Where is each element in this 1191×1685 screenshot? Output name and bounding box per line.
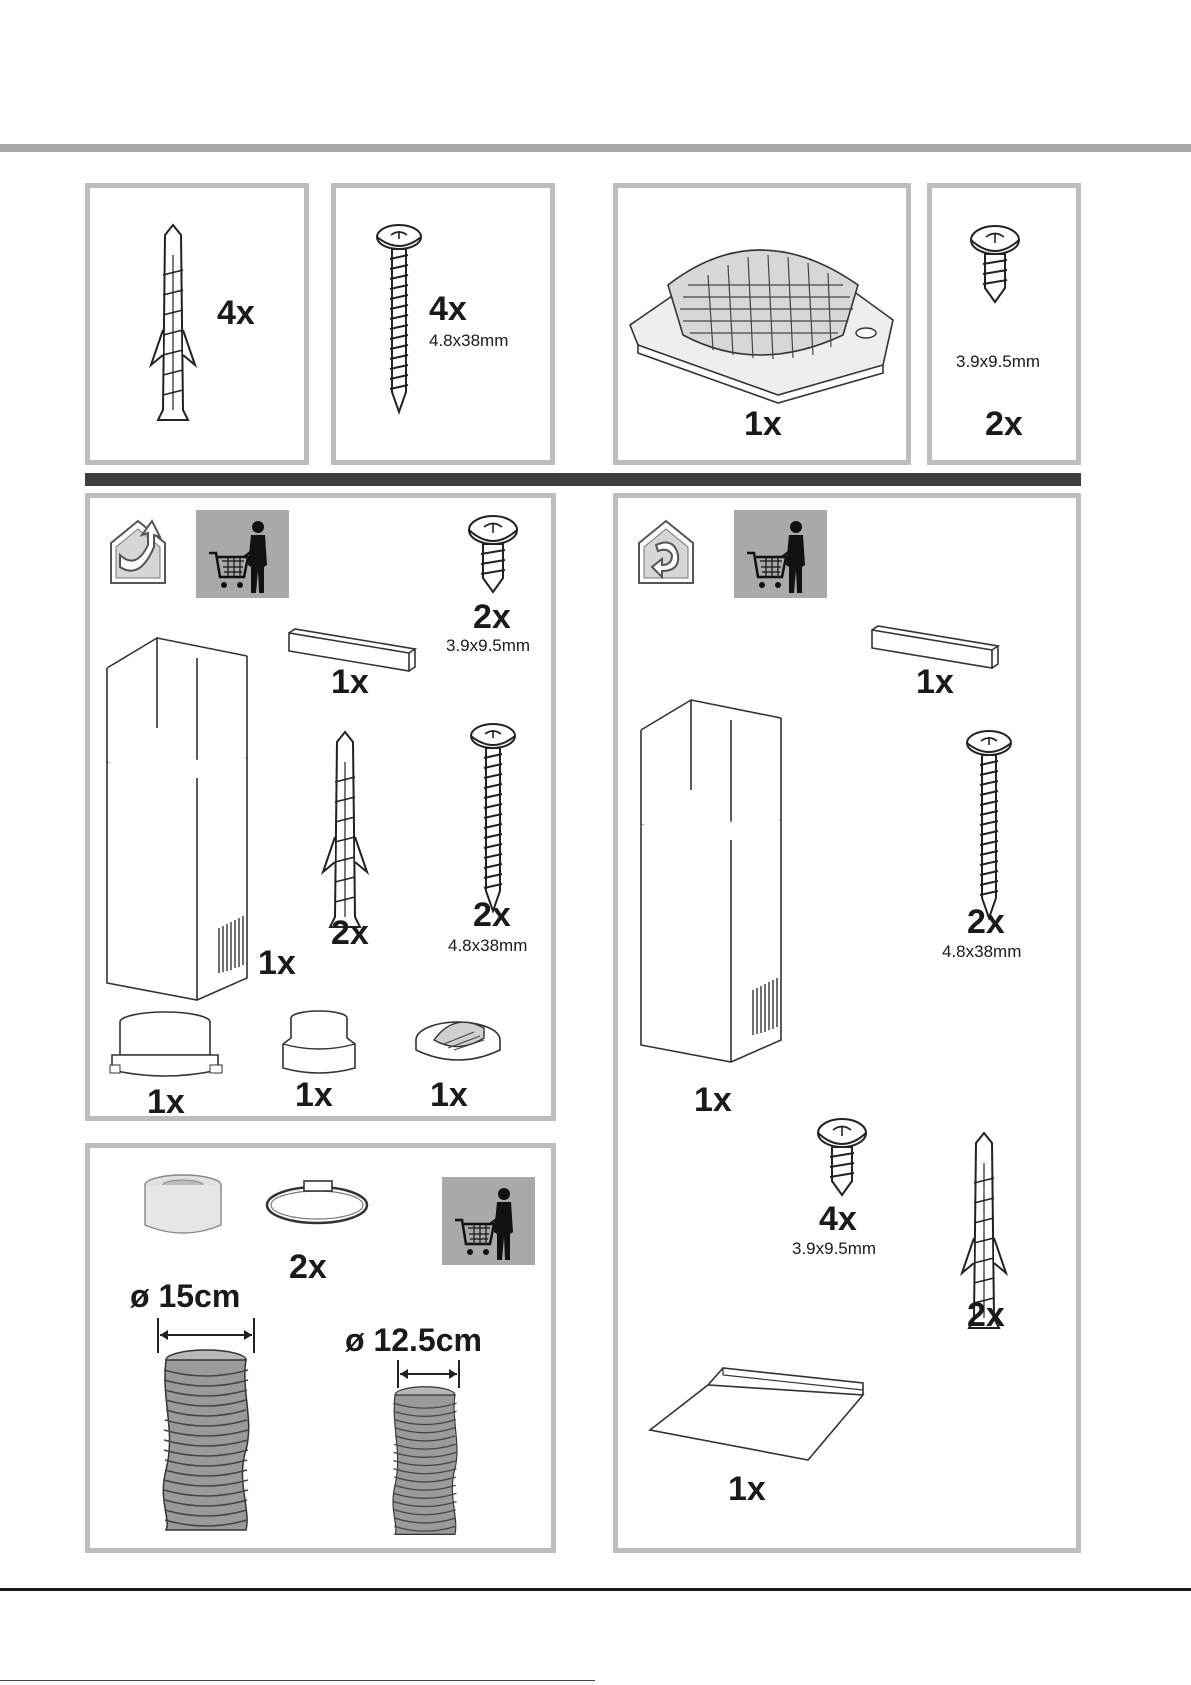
purchase-separately-badge — [442, 1177, 535, 1265]
ducting-long-screw-qty: 2x — [473, 896, 511, 934]
ducting-collar-qty: 1x — [147, 1083, 185, 1121]
recirc-short-screw-qty: 4x — [819, 1200, 857, 1238]
ducting-long-screw-spec: 4.8x38mm — [448, 936, 528, 955]
ducting-short-screw-qty: 2x — [473, 598, 511, 636]
ducting-reducer-qty: 1x — [295, 1076, 333, 1114]
long-screw-qty: 4x — [429, 290, 467, 328]
wall-plug-icon — [345, 742, 385, 942]
wall-plug-qty: 4x — [217, 294, 255, 332]
chimney-icon — [641, 700, 791, 1070]
grease-filter-icon — [628, 225, 908, 395]
deflector-plate-icon — [648, 1365, 868, 1465]
wall-plug-icon — [173, 235, 213, 435]
chimney-icon — [107, 638, 257, 1008]
flexible-hose-large-icon — [206, 1360, 306, 1540]
filter-qty: 1x — [744, 405, 782, 443]
footer-rule-thin — [0, 1680, 595, 1681]
clamp-qty: 2x — [289, 1248, 327, 1286]
ducting-short-screw-spec: 3.9x9.5mm — [446, 636, 531, 655]
ducting-chimney-qty: 1x — [258, 944, 296, 982]
hose-large-diameter: ø 15cm — [130, 1278, 241, 1314]
non-return-valve-icon — [414, 1010, 504, 1070]
purchase-separately-badge — [196, 510, 289, 598]
diameter-arrow-icon — [396, 1360, 461, 1390]
ducting-mode-icon — [108, 515, 168, 585]
hose-small-diameter: ø 12.5cm — [345, 1322, 482, 1358]
ducting-valve-qty: 1x — [430, 1076, 468, 1114]
hose-clamp-icon — [264, 1175, 374, 1235]
shopping-cart-person-icon — [450, 1182, 520, 1262]
short-screw-spec: 3.9x9.5mm — [956, 352, 1041, 371]
recirc-long-screw-spec: 4.8x38mm — [942, 942, 1022, 961]
short-screw-qty: 2x — [985, 405, 1023, 443]
header-rule — [0, 144, 1191, 152]
ducting-bracket-qty: 1x — [331, 663, 369, 701]
recirc-bracket-qty: 1x — [916, 663, 954, 701]
reducer-icon — [279, 1010, 359, 1075]
long-screw-spec: 4.8x38mm — [429, 331, 509, 350]
tape-roll-icon — [143, 1175, 223, 1240]
short-screw-icon — [995, 240, 1055, 320]
duct-collar-icon — [110, 1010, 230, 1085]
purchase-separately-badge — [734, 510, 827, 598]
shopping-cart-person-icon — [204, 515, 274, 595]
recirc-long-screw-qty: 2x — [967, 903, 1005, 941]
recirc-chimney-qty: 1x — [694, 1081, 732, 1119]
shopping-cart-person-icon — [742, 515, 812, 595]
recirc-deflector-qty: 1x — [728, 1470, 766, 1508]
section-divider — [85, 473, 1081, 486]
flexible-hose-small-icon — [425, 1395, 495, 1535]
recirculation-mode-icon — [636, 515, 696, 585]
recirc-wall-plug-qty: 2x — [967, 1296, 1005, 1334]
footer-rule — [0, 1588, 1191, 1591]
recirc-short-screw-spec: 3.9x9.5mm — [792, 1239, 877, 1258]
ducting-wall-plug-qty: 2x — [331, 914, 369, 952]
